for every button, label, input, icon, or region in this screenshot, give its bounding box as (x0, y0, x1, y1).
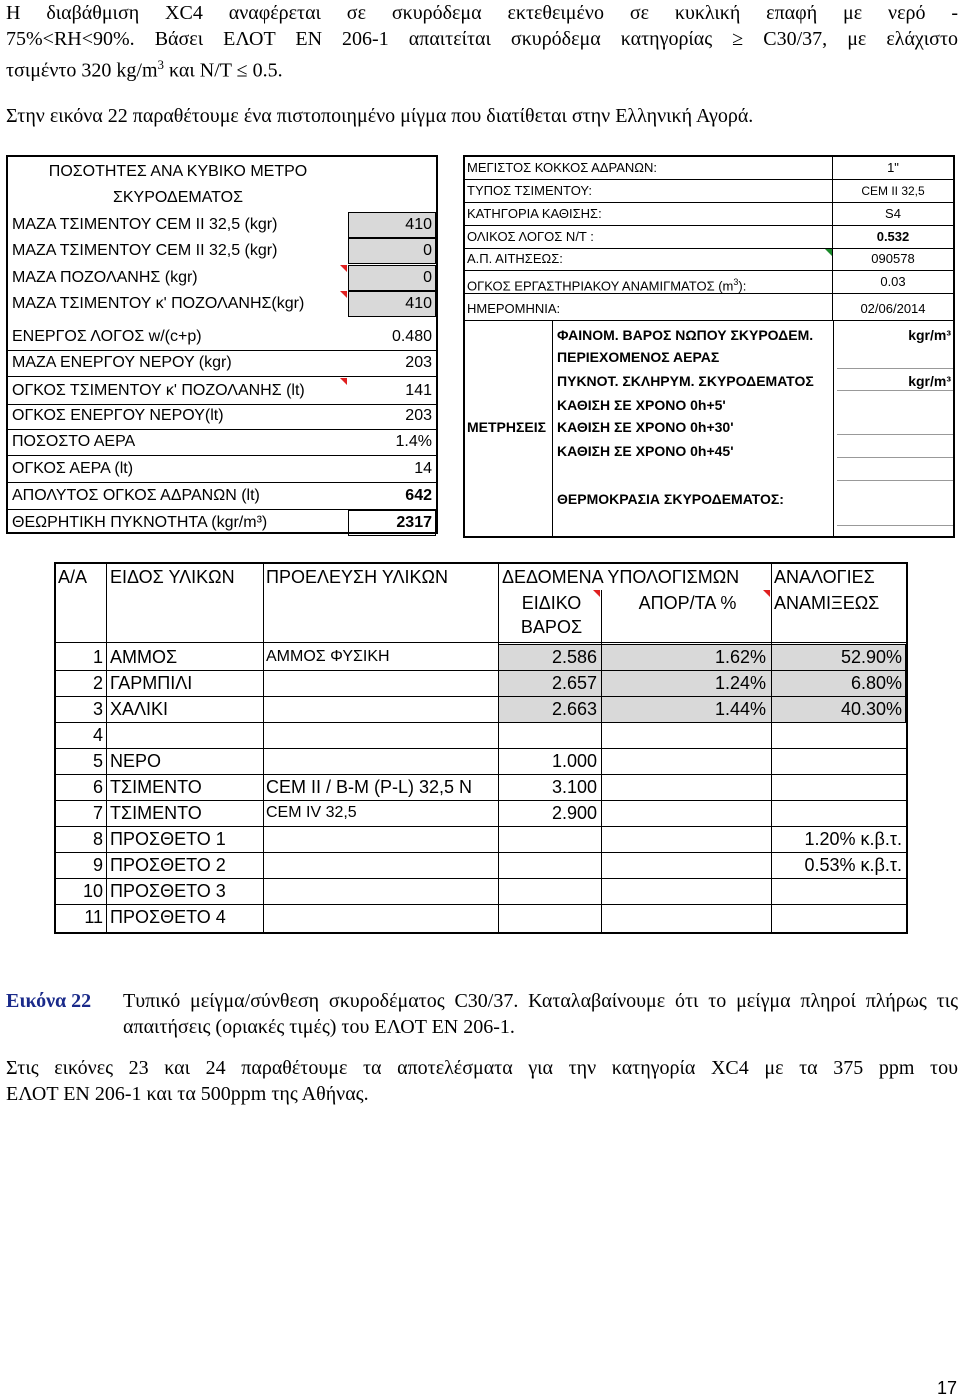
table-row (8, 378, 436, 404)
specific-gravity (502, 826, 597, 852)
specific-gravity (502, 904, 597, 930)
info-label (467, 226, 594, 248)
row-label: ΜΑΖΑ ΕΝΕΡΓΟΥ ΝΕΡΟΥ (kgr) (12, 354, 232, 371)
absorption: 1.62% (714, 647, 766, 667)
measurement-label: ΠΥΚΝΟΤ. ΣΚΛΗΡΥΜ. ΣΚΥΡΟΔΕΜΑΤΟΣ (557, 373, 814, 389)
lab-info-table (463, 155, 955, 538)
row-value: 141 (405, 382, 432, 399)
specific-gravity: 2.657 (551, 673, 597, 693)
info-label-text: ΚΑΤΗΓΟΡΙΑ ΚΑΘΙΣΗΣ: (467, 206, 602, 221)
material-name: ΝΕΡΟ (110, 751, 162, 771)
row-value: 0 (423, 242, 432, 259)
table-row (8, 265, 436, 291)
comment-marker (763, 590, 770, 597)
row-separator (8, 350, 436, 351)
info-row (465, 248, 953, 270)
measurement-unit: kgr/m³ (908, 373, 951, 389)
cell-border (837, 480, 953, 481)
header-material: ΕΙΔΟΣ ΥΛΙΚΩΝ (110, 567, 235, 587)
row-number: 2 (92, 673, 103, 693)
info-value: CEM II 32,5 (861, 184, 925, 198)
row-label: ΑΠΟΛΥΤΟΣ ΟΓΚΟΣ ΑΔΡΑΝΩΝ (lt) (12, 487, 260, 504)
row-label: ΘΕΩΡΗΤΙΚΗ ΠΥΚΝΟΤΗΤΑ (kgr/m³) (12, 514, 268, 531)
material-name: ΤΣΙΜΕΝΤΟ (110, 803, 202, 823)
row-separator (8, 482, 436, 483)
absorption: 1.24% (714, 673, 766, 693)
intro-line-4: Στην εικόνα 22 παραθέτουμε ένα πιστοποιημένο μίγμα που διατίθεται στην Ελληνική Αγορά. (6, 105, 754, 127)
info-label-text: Α.Π. ΑΙΤΗΣΕΩΣ: (467, 251, 563, 266)
absorption (604, 800, 766, 826)
mix-ratio (774, 774, 902, 800)
material-name: ΧΑΛΙΚΙ (110, 699, 169, 719)
specific-gravity: 2.900 (551, 803, 597, 823)
info-label-text: ΤΥΠΟΣ ΤΣΙΜΕΝΤΟΥ: (467, 183, 592, 198)
row-value: 2317 (396, 514, 432, 531)
info-value: 090578 (871, 251, 915, 266)
row-label: ΜΑΖΑ ΤΣΙΜΕΝΤΟΥ CEM II 32,5 (kgr) (12, 242, 278, 259)
material-name: ΑΜΜΟΣ (110, 647, 178, 667)
row-number: 8 (92, 829, 103, 849)
row-separator (8, 509, 436, 510)
header-mix: ΑΝΑΛΟΓΙΕΣ (774, 567, 875, 587)
mix-ratio (774, 722, 902, 748)
row-number: 9 (92, 855, 103, 875)
measurement-unit: kgr/m³ (908, 327, 951, 343)
intro-line-2: 75%<RH<90%. Βάσει ΕΛΟΤ ΕΝ 206-1 απαιτείται σκυρόδεμα κατηγορίας ≥ C30/37, με ελάχιστο (6, 28, 958, 50)
absorption (604, 826, 766, 852)
material-name: ΠΡΟΣΘΕΤΟ 3 (110, 881, 226, 901)
mix-ratio (774, 748, 902, 774)
material-name: ΠΡΟΣΘΕΤΟ 4 (110, 907, 226, 927)
info-label (467, 203, 602, 225)
mix-ratio (774, 800, 902, 826)
row-label: ΟΓΚΟΣ ΑΕΡΑ (lt) (12, 460, 134, 477)
info-value: 1" (887, 160, 899, 175)
absorption (604, 722, 766, 748)
material-name (110, 722, 262, 748)
comment-marker (340, 291, 347, 298)
cell-border (837, 390, 953, 391)
measurement-label: ΚΑΘΙΣΗ ΣΕ ΧΡΟΝΟ 0h+30' (557, 419, 734, 435)
row-separator (465, 320, 953, 321)
absorption (604, 904, 766, 930)
intro-line-1: Η διαβάθμιση XC4 αναφέρεται σε σκυρόδεμα εκτεθειμένο σε κυκλική επαφή με νερό - (6, 2, 958, 24)
row-separator (465, 293, 953, 294)
specific-gravity: 1.000 (551, 751, 597, 771)
header-origin: ΠΡΟΕΛΕΥΣΗ ΥΛΙΚΩΝ (266, 567, 449, 587)
row-separator (8, 404, 436, 405)
mix-ratio: 52.90% (840, 647, 902, 667)
row-value: 14 (414, 460, 432, 477)
absorption: 1.44% (714, 699, 766, 719)
table-row (8, 350, 436, 376)
info-value: 02/06/2014 (860, 301, 926, 316)
info-label-text: ΜΕΓΙΣΤΟΣ ΚΟΚΚΟΣ ΑΔΡΑΝΩΝ: (467, 160, 657, 175)
row-value: 410 (405, 295, 432, 312)
row-label: ΠΟΣΟΣΤΟ ΑΕΡΑ (12, 433, 136, 450)
comment-marker (340, 378, 347, 385)
material-name: ΠΡΟΣΘΕΤΟ 2 (110, 855, 226, 875)
mix-ratio: 40.30% (840, 699, 902, 719)
row-label: ΜΑΖΑ ΤΣΙΜΕΝΤΟΥ CEM II 32,5 (kgr) (12, 216, 278, 233)
info-row (465, 271, 953, 293)
specific-gravity: 2.586 (551, 647, 597, 667)
row-label: ΜΑΖΑ ΠΟΖΟΛΑΝΗΣ (kgr) (12, 269, 198, 286)
specific-gravity (502, 852, 597, 878)
measurement-label: ΚΑΘΙΣΗ ΣΕ ΧΡΟΝΟ 0h+45' (557, 443, 734, 459)
measurements-label: ΜΕΤΡΗΣΕΙΣ (467, 419, 547, 435)
row-number: 10 (82, 881, 103, 901)
header-aa: Α/Α (58, 567, 88, 587)
mix-ratio (774, 878, 902, 904)
intro-paragraph (6, 0, 958, 84)
cell-border (837, 368, 953, 369)
comment-marker (825, 249, 832, 256)
info-label-text: ΗΜΕΡΟΜΗΝΙΑ: (467, 301, 561, 316)
table-row (8, 238, 436, 264)
outro-paragraph: Στις εικόνες 23 και 24 παραθέτουμε τα αποτελέσματα για την κατηγορία XC4 με τα 375 ppm του ΕΛΟΤ ΕΝ 206-1 και τα 500ppm της Αθήνας. (6, 1057, 958, 1105)
row-label: ΕΝΕΡΓΟΣ ΛΟΓΟΣ w/(c+p) (12, 328, 202, 345)
page-number: 17 (936, 1378, 957, 1396)
measurement-label: ΘΕΡΜΟΚΡΑΣΙΑ ΣΚΥΡΟΔΕΜΑΤΟΣ: (557, 491, 784, 507)
measurement-label: ΦΑΙΝΟΜ. ΒΑΡΟΣ ΝΩΠΟΥ ΣΚΥΡΟΔΕΜ. (557, 327, 814, 343)
mix-quantities-header: ΠΟΣΟΤΗΤΕΣ ΑΝΑ ΚΥΒΙΚΟ ΜΕΤΡΟ ΣΚΥΡΟΔΕΜΑΤΟΣ (48, 163, 308, 206)
figure-label: Εικόνα 22 (6, 990, 92, 1012)
info-label (467, 157, 657, 179)
info-value: 0.03 (880, 274, 906, 289)
material-name: ΠΡΟΣΘΕΤΟ 1 (110, 829, 226, 849)
info-row (465, 298, 953, 320)
row-number: 5 (92, 751, 103, 771)
row-separator (8, 455, 436, 456)
cell-border (837, 434, 953, 435)
table-row (8, 212, 436, 238)
row-separator (8, 376, 436, 377)
specific-gravity: 3.100 (551, 777, 597, 797)
row-value: 0 (423, 269, 432, 286)
info-value: 0.532 (876, 229, 910, 244)
info-row (465, 226, 953, 248)
row-label: ΜΑΖΑ ΤΣΙΜΕΝΤΟΥ κ' ΠΟΖΟΛΑΝΗΣ(kgr) (12, 295, 305, 312)
info-label (467, 180, 592, 202)
row-label: ΟΓΚΟΣ ΕΝΕΡΓΟΥ ΝΕΡΟΥ(lt) (12, 407, 224, 424)
material-name: ΤΣΙΜΕΝΤΟ (110, 777, 202, 797)
mix-ratio: 1.20% κ.β.τ. (804, 829, 902, 849)
table-row (8, 510, 436, 536)
row-separator (8, 429, 436, 430)
header-calc: ΔΕΔΟΜΕΝΑ ΥΠΟΛΟΓΙΣΜΩΝ (502, 567, 740, 587)
info-row (465, 157, 953, 179)
mix-ratio (774, 904, 902, 930)
absorption (604, 774, 766, 800)
header-separator (56, 642, 906, 643)
materials-table (54, 562, 908, 934)
row-value: 410 (405, 216, 432, 233)
info-row (465, 203, 953, 225)
row-number: 1 (92, 647, 103, 667)
mix-quantities-table (6, 155, 438, 534)
material-origin: ΑΜΜΟΣ ΦΥΣΙΚΗ (266, 648, 390, 665)
row-number: 7 (92, 803, 103, 823)
info-label-sup: 3 (733, 277, 739, 287)
row-number: 4 (92, 725, 103, 745)
column-separator (832, 157, 833, 321)
info-label-text: ΟΓΚΟΣ ΕΡΓΑΣΤΗΡΙΑΚΟΥ ΑΝΑΜΙΓΜΑΤΟΣ (m (467, 278, 734, 294)
row-number: 3 (92, 699, 103, 719)
absorption (604, 748, 766, 774)
comment-marker (593, 590, 600, 597)
header-mix-2: ΑΝΑΜΙΞΕΩΣ (774, 593, 880, 613)
row-value: 0.480 (391, 328, 432, 345)
cell-border (837, 525, 953, 526)
mix-ratio: 6.80% (850, 673, 902, 693)
row-value: 642 (405, 487, 432, 504)
header-absorption: ΑΠΟΡ/ΤΑ % (638, 593, 737, 613)
info-value: S4 (885, 206, 901, 221)
measurement-label: ΚΑΘΙΣΗ ΣΕ ΧΡΟΝΟ 0h+5' (557, 397, 726, 413)
row-label: ΟΓΚΟΣ ΤΣΙΜΕΝΤΟΥ κ' ΠΟΖΟΛΑΝΗΣ (lt) (12, 382, 305, 399)
header-specific-gravity-2: ΒΑΡΟΣ (520, 617, 583, 637)
row-number: 6 (92, 777, 103, 797)
mix-ratio: 0.53% κ.β.τ. (804, 855, 902, 875)
material-origin: CEM II / B-M (P-L) 32,5 N (266, 777, 473, 797)
absorption (604, 878, 766, 904)
specific-gravity (502, 878, 597, 904)
cell-border (837, 457, 953, 458)
absorption (604, 852, 766, 878)
table-row (8, 291, 436, 317)
specific-gravity: 2.663 (551, 699, 597, 719)
header-specific-gravity: ΕΙΔΙΚΟ (521, 593, 582, 613)
table-row (8, 483, 436, 509)
table-row (8, 324, 436, 350)
info-label-text: ΟΛΙΚΟΣ ΛΟΓΟΣ N/T : (467, 229, 594, 244)
table-row (8, 456, 436, 482)
figure-caption: Τυπικό μείγμα/σύνθεση σκυροδέματος C30/37. Καταλαβαίνουμε ότι το μείγμα πληροί πλήρως τις απαιτήσεις (οριακές τιμές) του ΕΛΟΤ ΕΝ 206-1. (123, 990, 958, 1038)
row-value: 1.4% (395, 433, 432, 450)
material-origin: CEM IV 32,5 (266, 804, 357, 821)
comment-marker (340, 265, 347, 272)
row-value: 203 (405, 354, 432, 371)
info-label (467, 298, 560, 320)
table-row (8, 403, 436, 429)
info-label (467, 248, 563, 270)
specific-gravity (502, 722, 597, 748)
info-row (465, 180, 953, 202)
row-number: 11 (84, 907, 103, 927)
table-row (8, 429, 436, 455)
material-name: ΓΑΡΜΠΙΛΙ (110, 673, 193, 693)
column-separator (552, 321, 553, 536)
info-label-end: ): (738, 278, 747, 294)
intro-line-3: τσιμέντο 320 $kg/m^3$ και N/T ≤ 0.5. (6, 57, 283, 82)
measurement-label: ΠΕΡΙΕΧΟΜΕΝΟΣ ΑΕΡΑΣ (557, 349, 720, 365)
column-separator (833, 321, 834, 536)
row-value: 203 (405, 407, 432, 424)
